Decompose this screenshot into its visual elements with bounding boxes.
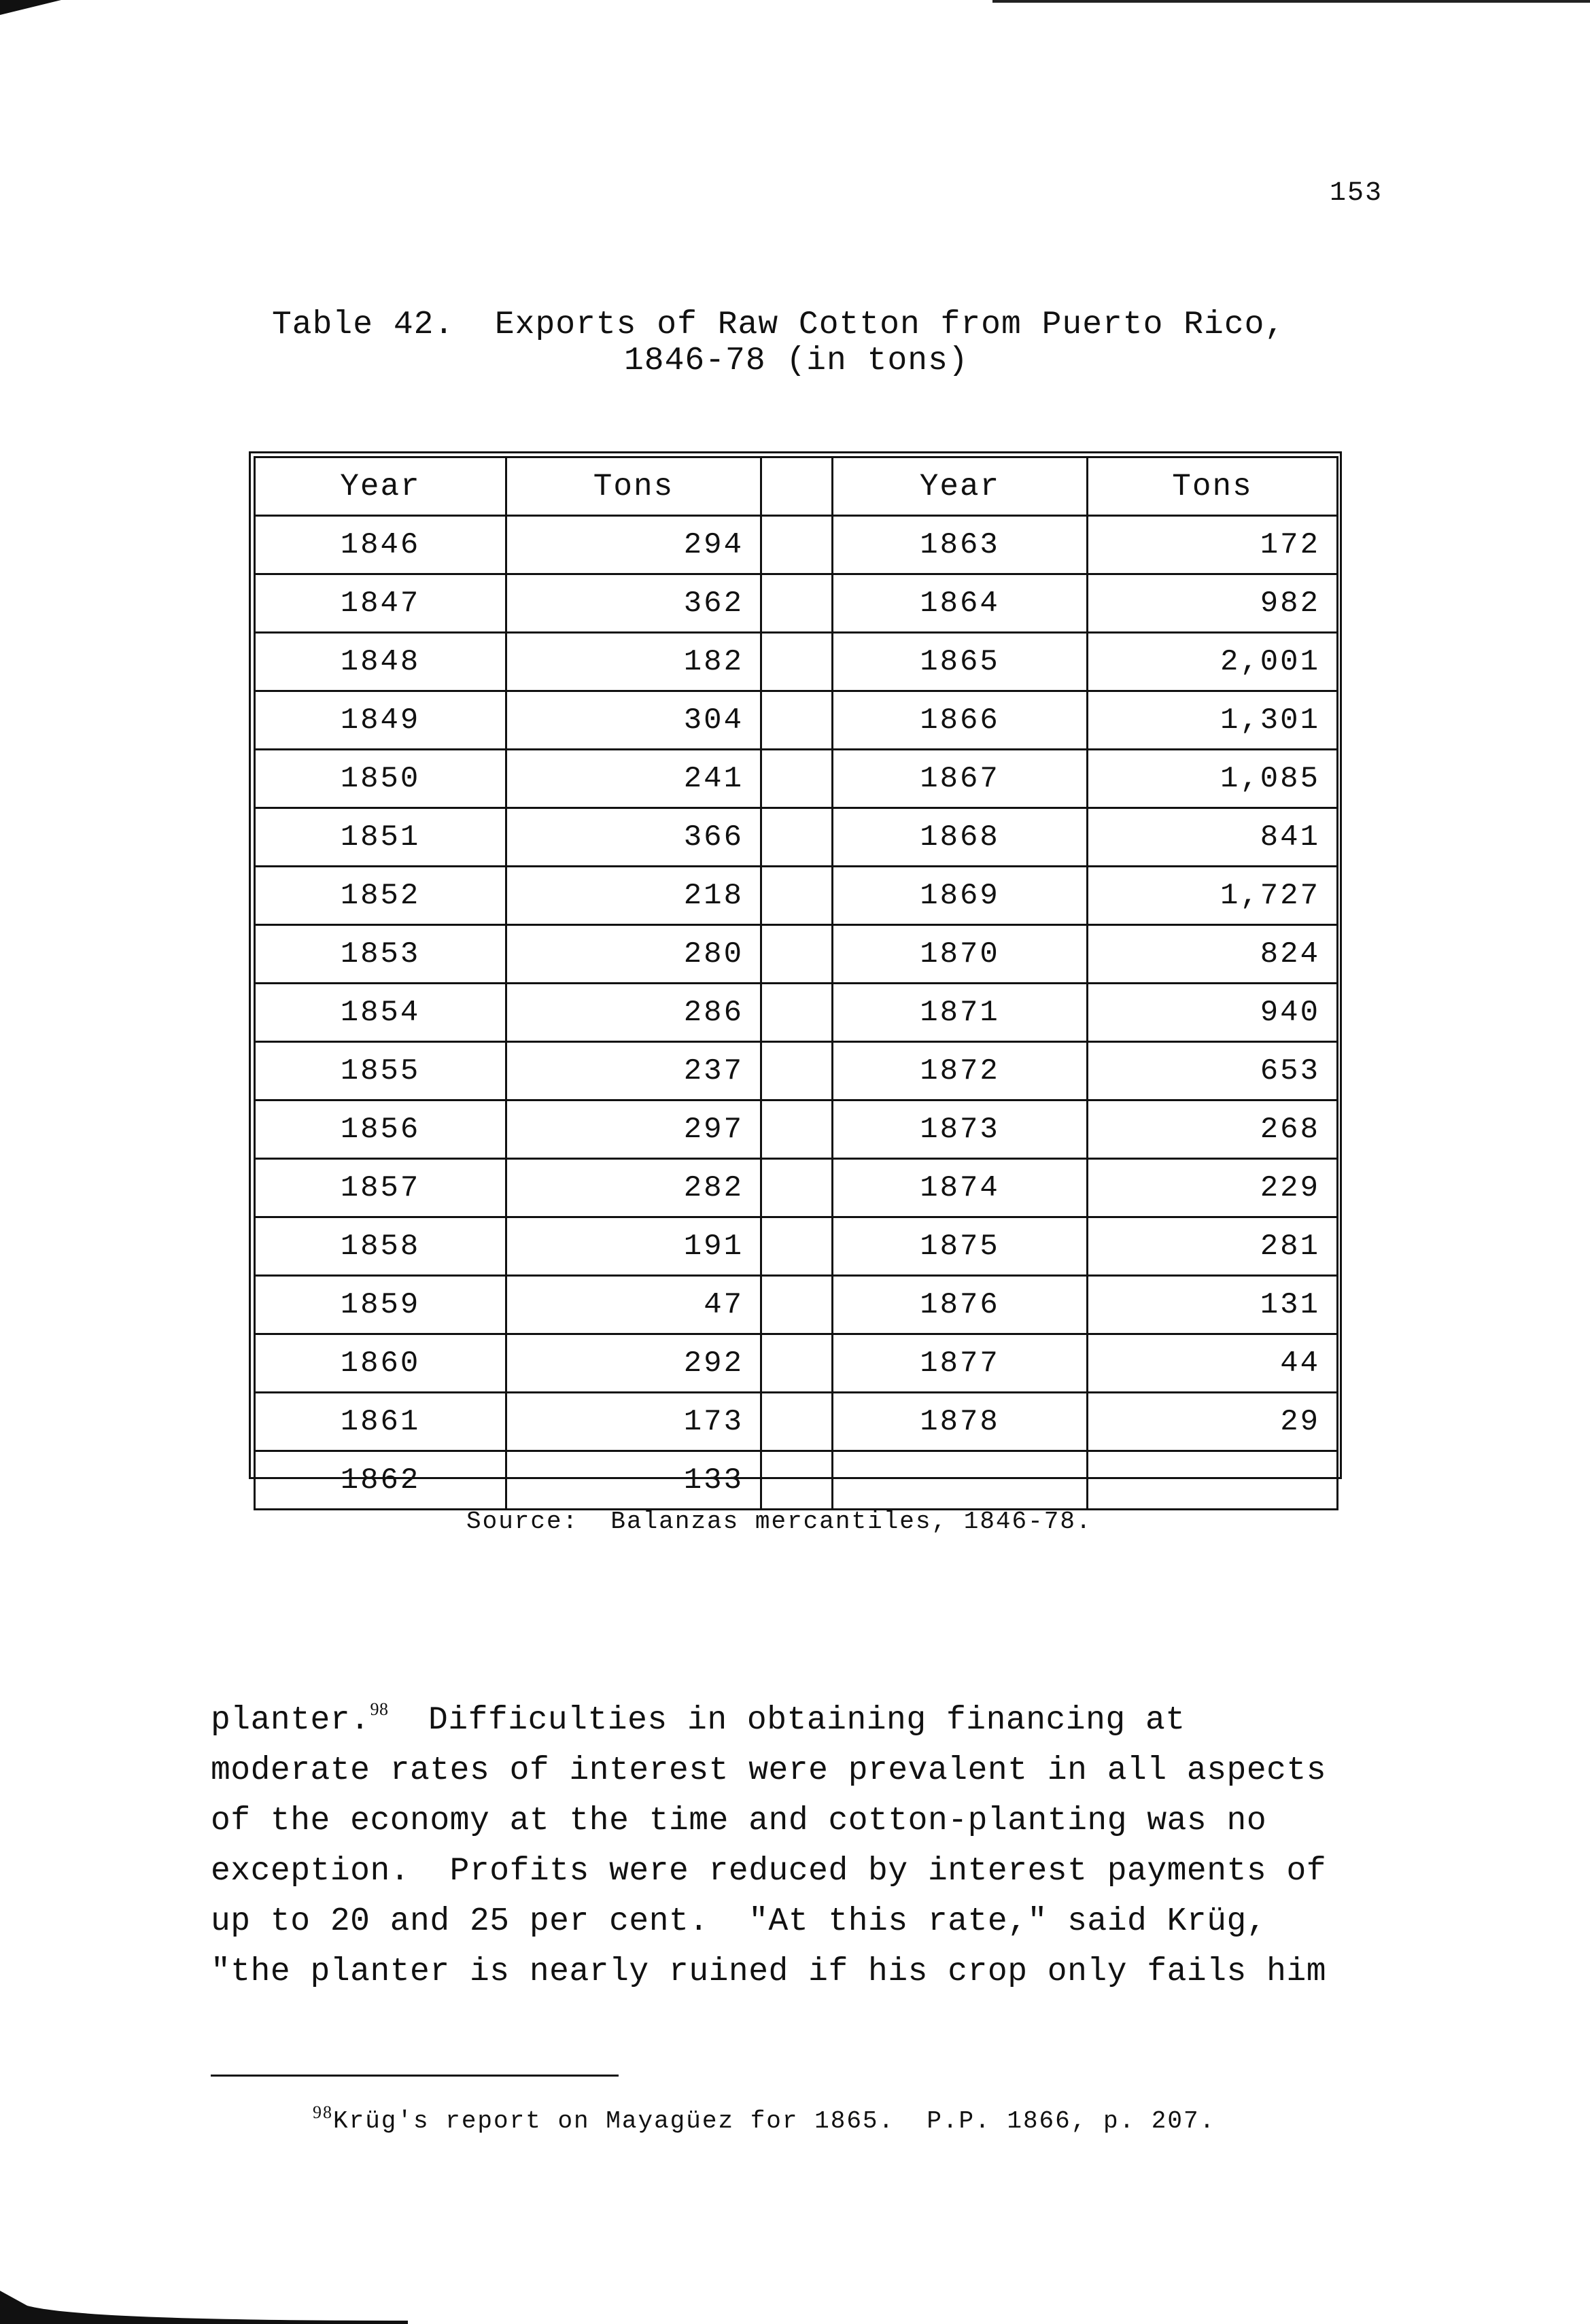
cell-gap xyxy=(761,516,833,574)
cell-gap xyxy=(761,633,833,691)
cell-year-left: 1854 xyxy=(255,984,506,1042)
footnote-number: 98 xyxy=(313,2102,333,2122)
page-number: 153 xyxy=(1329,178,1383,209)
header-year-right: Year xyxy=(833,457,1088,516)
header-tons-left: Tons xyxy=(506,457,761,516)
cell-year-left: 1846 xyxy=(255,516,506,574)
body-line-5: up to 20 and 25 per cent. "At this rate," said Krüg, xyxy=(211,1903,1267,1940)
table-row xyxy=(255,808,1338,867)
cell-tons-right: 29 xyxy=(1088,1393,1338,1451)
cell-tons-left: 133 xyxy=(506,1451,761,1510)
table-row xyxy=(255,633,1338,691)
cell-tons-left: 294 xyxy=(506,516,761,574)
table-row xyxy=(255,691,1338,750)
cell-tons-right: 940 xyxy=(1088,984,1338,1042)
cell-year-left: 1857 xyxy=(255,1159,506,1217)
cell-year-right: 1871 xyxy=(833,984,1088,1042)
cell-tons-right xyxy=(1088,1451,1338,1510)
cell-tons-left: 237 xyxy=(506,1042,761,1100)
table-source-note: Source: Balanzas mercantiles, 1846-78. xyxy=(466,1508,1092,1536)
cell-year-right: 1864 xyxy=(833,574,1088,633)
cell-tons-left: 362 xyxy=(506,574,761,633)
cell-tons-right: 653 xyxy=(1088,1042,1338,1100)
body-line-1-suffix: Difficulties in obtaining financing at xyxy=(388,1702,1186,1739)
cell-tons-right: 841 xyxy=(1088,808,1338,867)
cell-tons-left: 241 xyxy=(506,750,761,808)
cell-tons-left: 286 xyxy=(506,984,761,1042)
table-row xyxy=(255,984,1338,1042)
table-row xyxy=(255,1276,1338,1334)
cell-tons-right: 1,727 xyxy=(1088,867,1338,925)
scan-edge-mark-bottom xyxy=(0,2291,408,2324)
body-paragraph xyxy=(211,1695,1380,1997)
body-line-3: of the economy at the time and cotton-planting was no xyxy=(211,1803,1267,1839)
table-row xyxy=(255,1334,1338,1393)
header-year-left: Year xyxy=(255,457,506,516)
cell-year-left: 1861 xyxy=(255,1393,506,1451)
cell-tons-right: 982 xyxy=(1088,574,1338,633)
cell-gap xyxy=(761,1217,833,1276)
footnote-text: Krüg's report on Mayagüez for 1865. P.P. 1866, p. 207. xyxy=(333,2107,1216,2135)
cell-tons-left: 280 xyxy=(506,925,761,984)
cell-year-right: 1867 xyxy=(833,750,1088,808)
cell-tons-left: 366 xyxy=(506,808,761,867)
cell-year-right xyxy=(833,1451,1088,1510)
cell-year-right: 1875 xyxy=(833,1217,1088,1276)
cell-tons-left: 47 xyxy=(506,1276,761,1334)
cell-year-right: 1878 xyxy=(833,1393,1088,1451)
cell-tons-right: 172 xyxy=(1088,516,1338,574)
cell-year-left: 1849 xyxy=(255,691,506,750)
cell-year-left: 1856 xyxy=(255,1100,506,1159)
cell-year-right: 1872 xyxy=(833,1042,1088,1100)
table-header-row xyxy=(255,457,1338,516)
cell-tons-right: 2,001 xyxy=(1088,633,1338,691)
table-row xyxy=(255,1217,1338,1276)
body-line-1-prefix: planter. xyxy=(211,1702,370,1739)
cell-tons-left: 304 xyxy=(506,691,761,750)
table-row xyxy=(255,516,1338,574)
cell-tons-right: 281 xyxy=(1088,1217,1338,1276)
cell-gap xyxy=(761,1334,833,1393)
cell-tons-right: 1,301 xyxy=(1088,691,1338,750)
table-row xyxy=(255,1100,1338,1159)
cell-year-right: 1868 xyxy=(833,808,1088,867)
cell-year-left: 1851 xyxy=(255,808,506,867)
table-row xyxy=(255,867,1338,925)
cell-tons-right: 824 xyxy=(1088,925,1338,984)
body-line-6: "the planter is nearly ruined if his crop only fails him xyxy=(211,1954,1327,1990)
cell-year-left: 1859 xyxy=(255,1276,506,1334)
cell-year-left: 1855 xyxy=(255,1042,506,1100)
cell-tons-left: 182 xyxy=(506,633,761,691)
cell-year-right: 1869 xyxy=(833,867,1088,925)
cell-year-left: 1853 xyxy=(255,925,506,984)
cell-tons-left: 218 xyxy=(506,867,761,925)
cell-year-right: 1874 xyxy=(833,1159,1088,1217)
cell-gap xyxy=(761,867,833,925)
cell-gap xyxy=(761,750,833,808)
table-row xyxy=(255,1393,1338,1451)
cell-year-left: 1858 xyxy=(255,1217,506,1276)
cell-tons-right: 44 xyxy=(1088,1334,1338,1393)
scan-edge-line-top xyxy=(992,0,1590,3)
body-line-4: exception. Profits were reduced by interest payments of xyxy=(211,1853,1327,1890)
cell-gap xyxy=(761,574,833,633)
header-tons-right: Tons xyxy=(1088,457,1338,516)
cell-tons-right: 268 xyxy=(1088,1100,1338,1159)
cell-gap xyxy=(761,984,833,1042)
cell-gap xyxy=(761,1042,833,1100)
cell-tons-left: 282 xyxy=(506,1159,761,1217)
cell-year-left: 1852 xyxy=(255,867,506,925)
header-gap xyxy=(761,457,833,516)
cell-tons-left: 292 xyxy=(506,1334,761,1393)
cell-gap xyxy=(761,1451,833,1510)
cell-tons-left: 173 xyxy=(506,1393,761,1451)
cell-year-left: 1848 xyxy=(255,633,506,691)
cell-year-left: 1860 xyxy=(255,1334,506,1393)
cell-gap xyxy=(761,1159,833,1217)
cell-year-right: 1870 xyxy=(833,925,1088,984)
table-row xyxy=(255,1159,1338,1217)
cell-year-left: 1850 xyxy=(255,750,506,808)
table-row xyxy=(255,750,1338,808)
cell-year-right: 1873 xyxy=(833,1100,1088,1159)
cell-year-right: 1866 xyxy=(833,691,1088,750)
table-row xyxy=(255,574,1338,633)
cell-tons-left: 297 xyxy=(506,1100,761,1159)
cell-gap xyxy=(761,691,833,750)
cell-gap xyxy=(761,1100,833,1159)
cell-tons-right: 131 xyxy=(1088,1276,1338,1334)
cell-gap xyxy=(761,1276,833,1334)
table-row xyxy=(255,1042,1338,1100)
body-line-1 xyxy=(211,1695,1380,1746)
data-table-frame xyxy=(249,451,1342,1497)
cell-year-right: 1877 xyxy=(833,1334,1088,1393)
cell-year-right: 1876 xyxy=(833,1276,1088,1334)
cell-year-left: 1847 xyxy=(255,574,506,633)
cell-year-left: 1862 xyxy=(255,1451,506,1510)
footnote xyxy=(313,2102,1216,2135)
cell-tons-right: 229 xyxy=(1088,1159,1338,1217)
cell-year-right: 1863 xyxy=(833,516,1088,574)
table-row xyxy=(255,1451,1338,1510)
footnote-reference: 98 xyxy=(370,1699,389,1719)
cell-year-right: 1865 xyxy=(833,633,1088,691)
body-line-2: moderate rates of interest were prevalent in all aspects xyxy=(211,1752,1327,1789)
footnote-divider xyxy=(211,2075,619,2077)
cell-gap xyxy=(761,925,833,984)
cell-gap xyxy=(761,1393,833,1451)
table-caption-line-1: Table 42. Exports of Raw Cotton from Puerto Rico, xyxy=(272,307,1285,343)
cell-tons-right: 1,085 xyxy=(1088,750,1338,808)
cotton-exports-table xyxy=(254,456,1338,1510)
cell-gap xyxy=(761,808,833,867)
table-caption-line-2: 1846-78 (in tons) xyxy=(624,343,969,379)
scan-edge-mark-top xyxy=(0,0,61,15)
table-caption xyxy=(272,307,1305,379)
table-row xyxy=(255,925,1338,984)
cell-tons-left: 191 xyxy=(506,1217,761,1276)
